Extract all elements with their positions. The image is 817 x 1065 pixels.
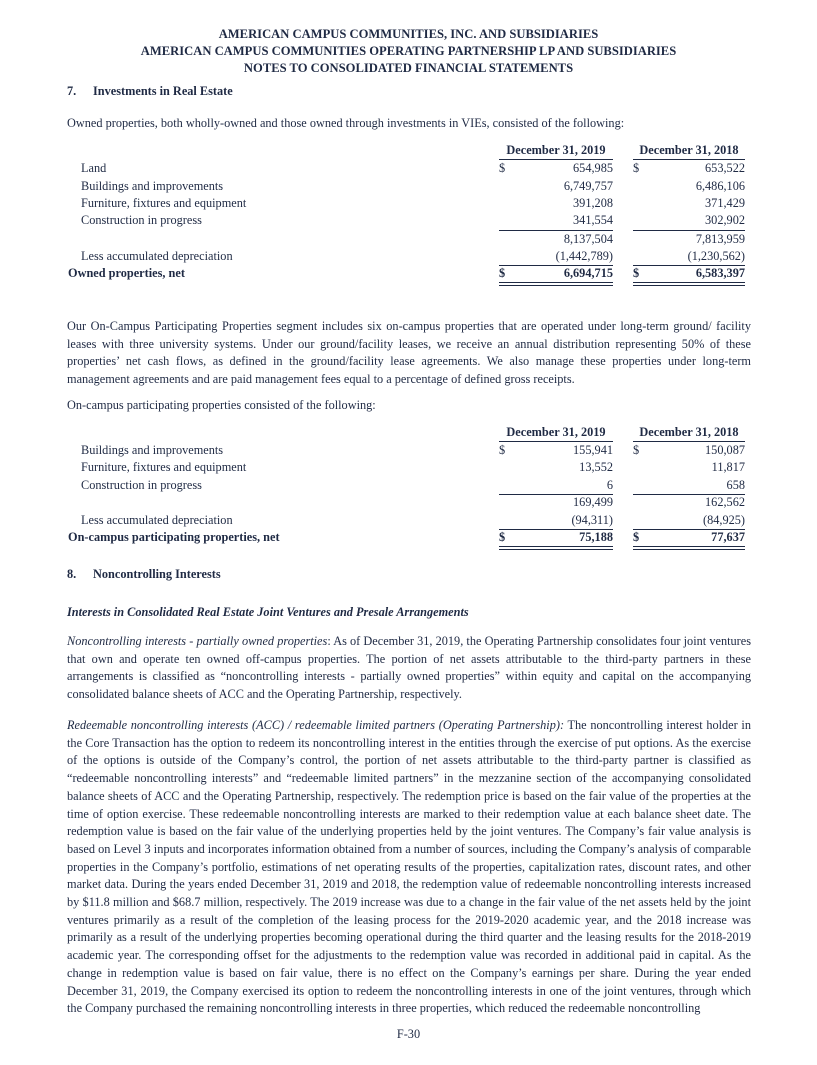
- row-label: Furniture, fixtures and equipment: [81, 196, 247, 210]
- page-number: F-30: [396, 1027, 421, 1041]
- value-2018: 11,817: [711, 460, 745, 474]
- table-row: [0, 459, 817, 476]
- table-row: [0, 160, 817, 177]
- value-2019: 169,499: [573, 495, 613, 509]
- paragraph-body: The noncontrolling interest holder in the Core Transaction has the option to redeem its noncontrolling interest in the entities through the exercise of put options. As the exercise of the options is outside of the Company’s control, the portion of net assets attributable to the third-party partner is classified as “redeemable noncontrolling interests” and “redeemable limited partners” in the mezzanine section of the accompanying consolidated balance sheets of ACC and the Operating Partnership, respectively. The redemption price is based on the fair value of the properties at the time of option exercise. These redeemable noncontrolling interests are marked to their redemption value at each balance sheet date. The redemption value is based on the fair value of the underlying properties held by the joint ventures. The Company’s fair value analysis is based on Level 3 inputs and incorporates information obtained from a number of sources, including the Company’s analysis of comparable properties in the Company’s portfolio, estimations of net operating results of the properties, capitalization rates, discount rates, and other market data. During the years ended December 31, 2019 and 2018, the redemption value of redeemable noncontrolling interests increased by $11.8 million and $68.7 million, respectively. The 2019 increase was due to a change in the fair value of the net assets held by the joint ventures primarily as a result of the completion of the leasing process for the 2019-2020 academic year, and the 2018 increase was primarily as a result of the underlying properties becoming operational during the third quarter and the leasing results for the 2018-2019 academic year. The corresponding offset for the adjustments to the redemption value was recorded in additional paid in capital. As the change in redemption value is based on fair value, there is no effect on the Company’s earnings per share. During the year ended December 31, 2019, the Company exercised its option to redeem the noncontrolling interests in one of the joint ventures, through which the Company purchased the remaining noncontrolling interests in three properties, which reduced the redeemable noncontrolling: [67, 718, 751, 1016]
- table-row-total: [0, 529, 817, 546]
- double-underline: [499, 282, 613, 286]
- column-header-2019: December 31, 2019: [499, 143, 613, 160]
- currency-symbol: $: [499, 266, 506, 280]
- value-2018: 658: [726, 478, 745, 492]
- value-2019: 13,552: [579, 460, 613, 474]
- paragraph-lead: Noncontrolling interests - partially owned properties: [67, 634, 328, 648]
- value-2018: 302,902: [705, 213, 745, 227]
- column-header-2019: December 31, 2019: [499, 425, 613, 442]
- row-label: Construction in progress: [81, 213, 202, 227]
- double-underline: [633, 546, 745, 550]
- currency-symbol: $: [499, 530, 506, 544]
- value-2019: 6: [606, 478, 613, 492]
- value-2019: (94,311): [571, 513, 613, 527]
- value-2018: 371,429: [705, 196, 745, 210]
- currency-symbol: $: [633, 161, 640, 175]
- subheading-joint-ventures: Interests in Consolidated Real Estate Joint Ventures and Presale Arrangements: [67, 605, 469, 619]
- section-title: Noncontrolling Interests: [93, 567, 221, 581]
- noncontrolling-partially-owned-paragraph: [67, 633, 751, 704]
- header-partnership: AMERICAN CAMPUS COMMUNITIES OPERATING PARTNERSHIP LP AND SUBSIDIARIES: [140, 44, 677, 58]
- row-label: Less accumulated depreciation: [81, 513, 233, 527]
- value-2018: 77,637: [711, 530, 745, 544]
- value-2019: (1,442,789): [555, 249, 613, 263]
- header-company: AMERICAN CAMPUS COMMUNITIES, INC. AND SUBSIDIARIES: [218, 27, 599, 41]
- row-label: Furniture, fixtures and equipment: [81, 460, 247, 474]
- table-row: [0, 195, 817, 212]
- column-header-2018: December 31, 2018: [633, 143, 745, 160]
- paragraph-lead: Redeemable noncontrolling interests (ACC) / redeemable limited partners (Operating Partnership):: [67, 718, 565, 732]
- value-2019: 6,694,715: [563, 266, 613, 280]
- value-2018: 7,813,959: [695, 232, 745, 246]
- table-row: [0, 477, 817, 494]
- value-2018: 6,486,106: [695, 179, 745, 193]
- section-title: Investments in Real Estate: [93, 84, 233, 98]
- currency-symbol: $: [633, 443, 640, 457]
- owned-intro: Owned properties, both wholly-owned and those owned through investments in VIEs, consisted of the following:: [67, 116, 625, 130]
- table-row-subtotal: [0, 231, 817, 248]
- value-2019: 8,137,504: [563, 232, 613, 246]
- value-2018: 150,087: [705, 443, 745, 457]
- value-2018: (1,230,562): [687, 249, 745, 263]
- row-label: Owned properties, net: [68, 266, 185, 280]
- value-2019: 75,188: [579, 530, 613, 544]
- table-row: [0, 248, 817, 265]
- section-number: 7.: [67, 84, 77, 98]
- column-header-2018: December 31, 2018: [633, 425, 745, 442]
- currency-symbol: $: [633, 266, 640, 280]
- double-underline: [633, 282, 745, 286]
- currency-symbol: $: [633, 530, 640, 544]
- row-label: Less accumulated depreciation: [81, 249, 233, 263]
- value-2019: 155,941: [573, 443, 613, 457]
- value-2019: 6,749,757: [563, 179, 613, 193]
- value-2019: 341,554: [573, 213, 613, 227]
- section-8-heading: [67, 567, 221, 581]
- double-underline: [499, 546, 613, 550]
- oncampus-intro: On-campus participating properties consisted of the following:: [67, 398, 376, 412]
- row-label: Construction in progress: [81, 478, 202, 492]
- table-row-subtotal: [0, 494, 817, 511]
- row-label: On-campus participating properties, net: [68, 530, 280, 544]
- value-2019: 391,208: [573, 196, 613, 210]
- section-7-heading: [67, 84, 233, 98]
- table-row: [0, 512, 817, 529]
- redeemable-noncontrolling-paragraph: [67, 717, 751, 1018]
- value-2018: (84,925): [702, 513, 745, 527]
- value-2018: 162,562: [705, 495, 745, 509]
- row-label: Buildings and improvements: [81, 179, 224, 193]
- table-row: [0, 212, 817, 229]
- row-label: Buildings and improvements: [81, 443, 224, 457]
- oncampus-paragraph: Our On-Campus Participating Properties segment includes six on-campus properties that are operated under long-term ground/ facility leases with three university systems. Under our ground/facility leases, we receive an annual distribution representing 50% of these properties’ net cash flows, as defined in the ground/facility lease agreements. We also manage these properties under long-term management agreements and are paid management fees equal to a percentage of defined gross receipts.: [67, 319, 751, 387]
- table-row: [0, 178, 817, 195]
- section-number: 8.: [67, 567, 77, 581]
- value-2019: 654,985: [573, 161, 613, 175]
- currency-symbol: $: [499, 443, 506, 457]
- currency-symbol: $: [499, 161, 506, 175]
- table-row: [0, 442, 817, 459]
- table-row-total: [0, 265, 817, 282]
- paragraph-body: : As of December 31, 2019, the Operating Partnership consolidates four joint ventures that own and operate ten owned off-campus properties. The portion of net assets attributable to the third-party partners in these arrangements is classified as “noncontrolling interests - partially owned properties” within equity and capital on the accompanying consolidated balance sheets of ACC and the Operating Partnership, respectively.: [67, 634, 751, 702]
- header-notes: NOTES TO CONSOLIDATED FINANCIAL STATEMENTS: [243, 61, 574, 75]
- row-label: Land: [81, 161, 107, 175]
- value-2018: 6,583,397: [695, 266, 745, 280]
- value-2018: 653,522: [705, 161, 745, 175]
